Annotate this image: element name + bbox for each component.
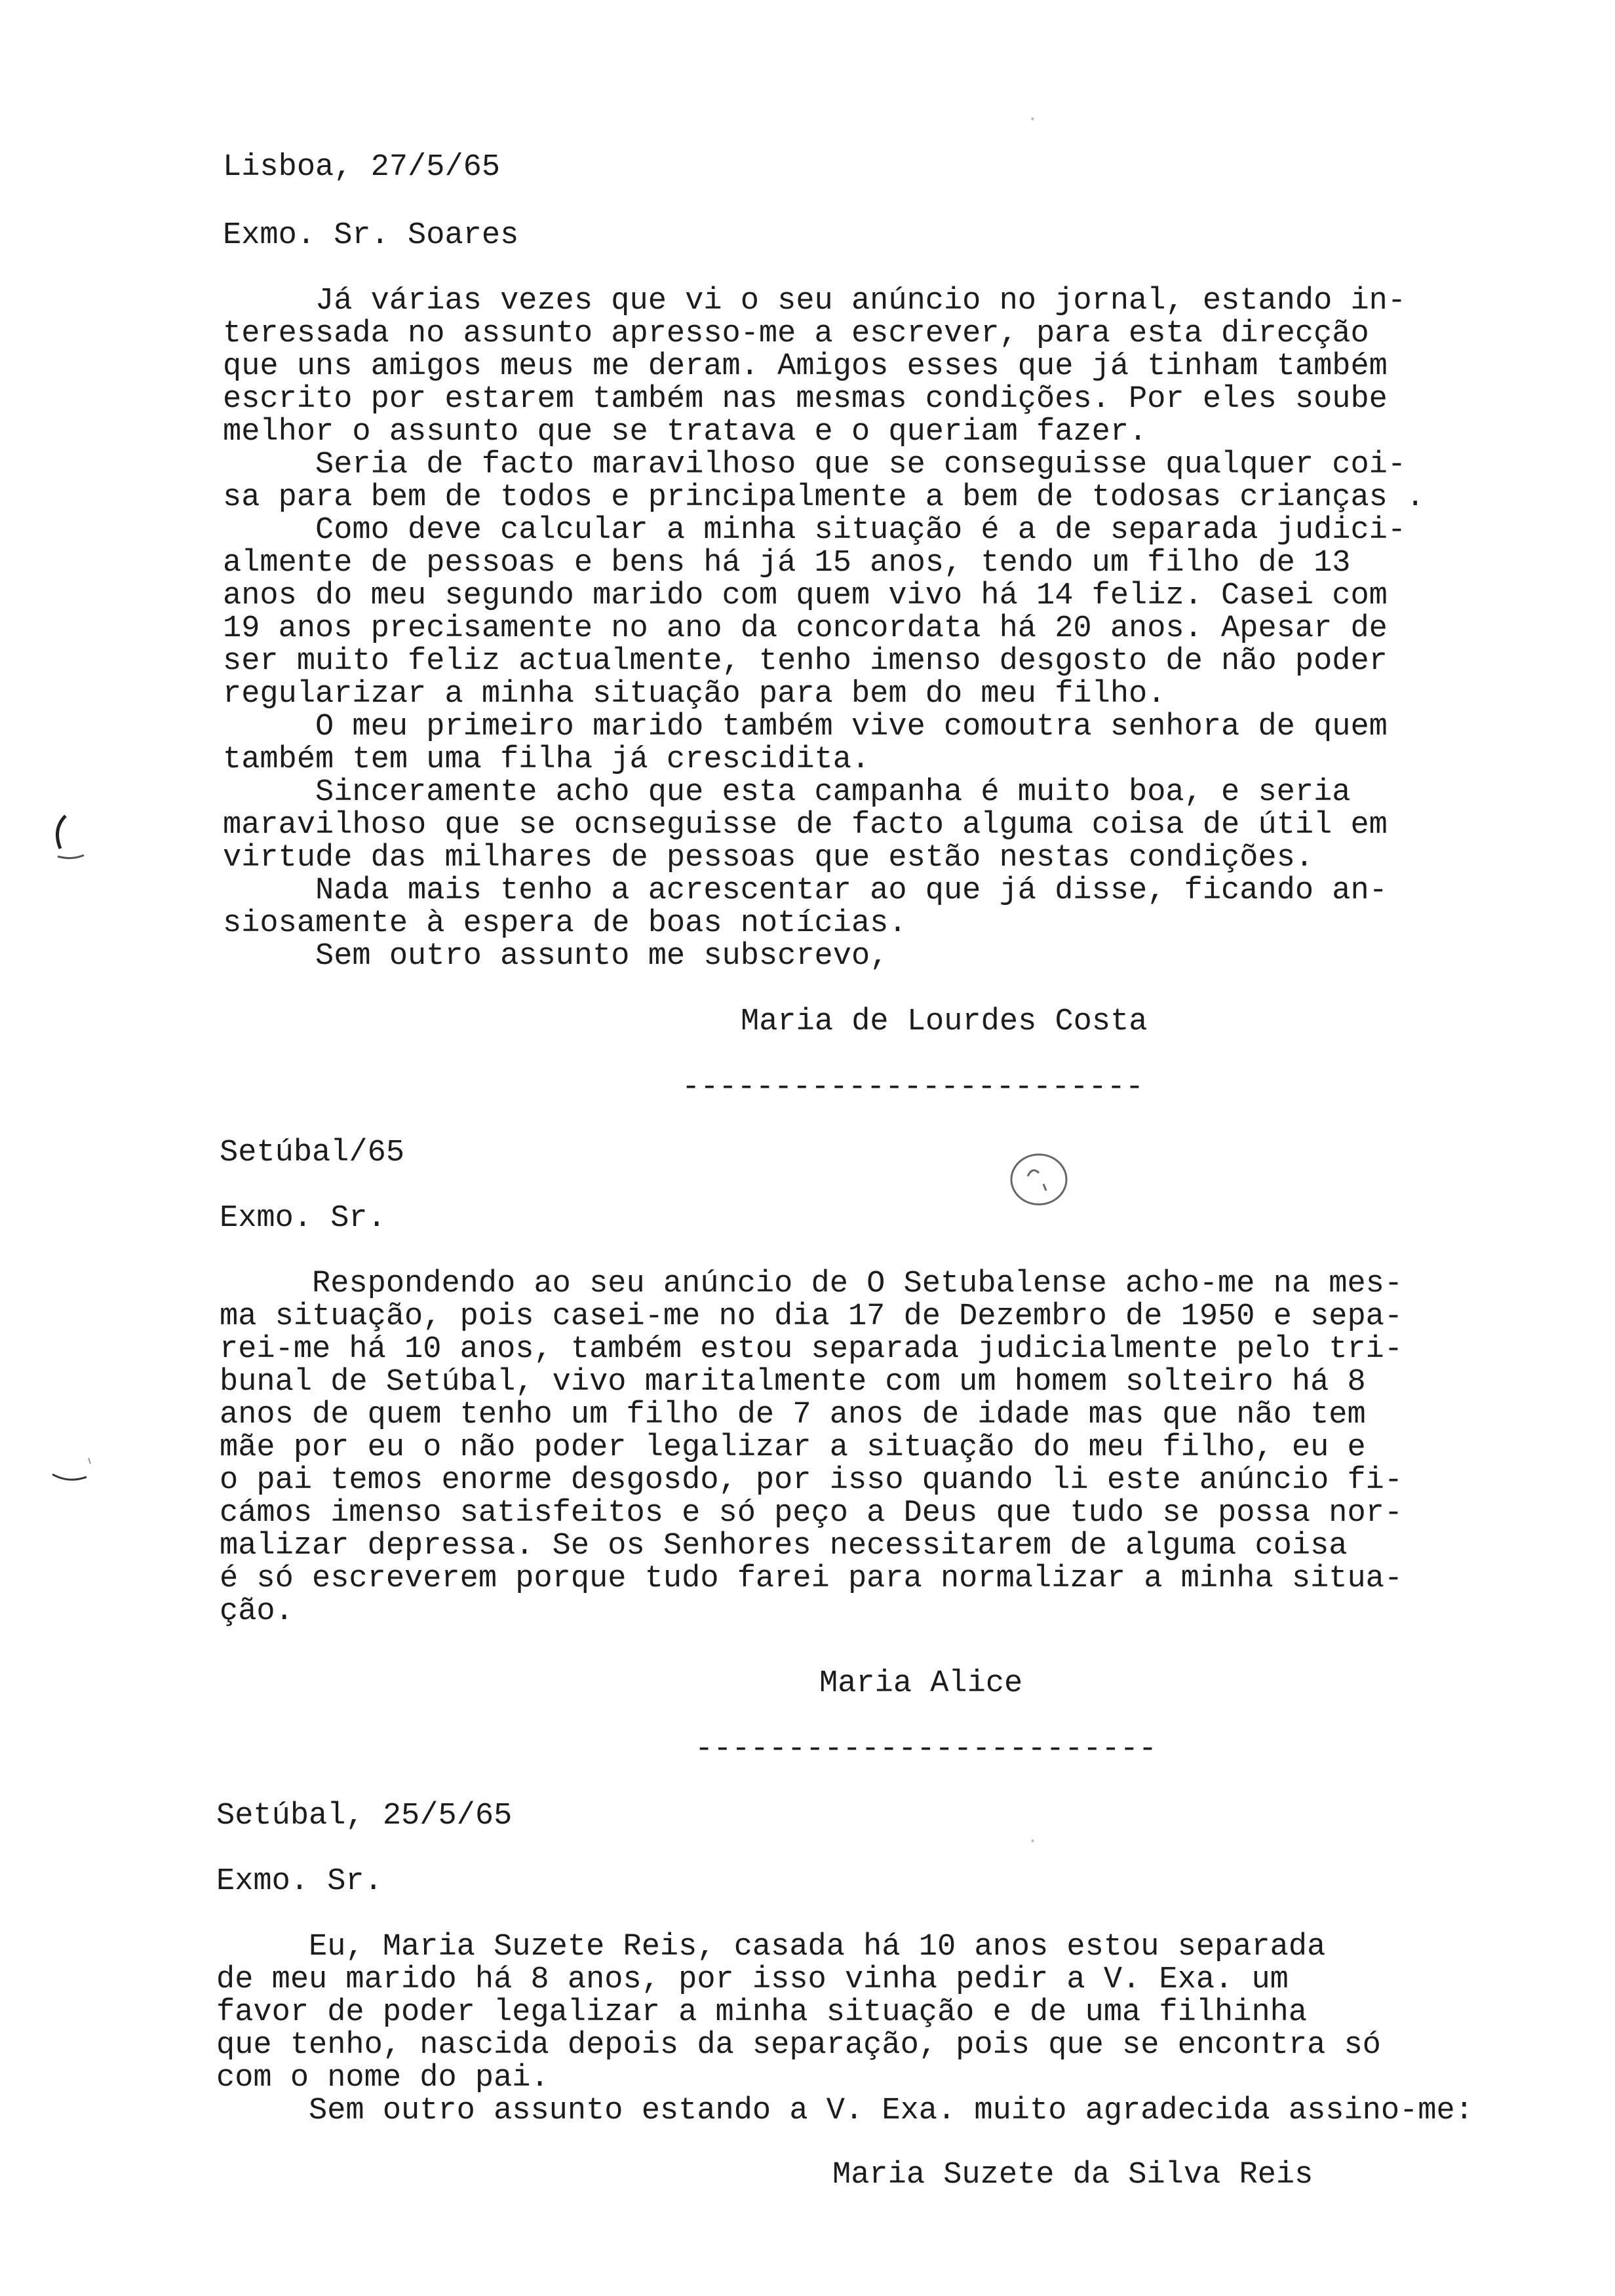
letter3-line: favor de poder legalizar a minha situação e de uma filhinha (216, 1995, 1308, 2030)
scan-speck: · (1029, 106, 1036, 132)
letter2-line: malizar depressa. Se os Senhores necessitarem de alguma coisa (220, 1529, 1348, 1563)
letter1-line: teressada no assunto apresso-me a escrever, para esta direcção (223, 316, 1369, 351)
letter1-line: também tem uma filha já crescidita. (223, 742, 870, 777)
letter2-separator: ------------------------- (695, 1732, 1158, 1767)
circled-pencil-mark (1003, 1143, 1075, 1215)
letter1-line: Já várias vezes que vi o seu anúncio no jornal, estando in- (223, 284, 1407, 318)
letter2-line: mãe por eu o não poder legalizar a situação do meu filho, eu e (220, 1430, 1366, 1465)
letter3-salutation: Exmo. Sr. (216, 1864, 383, 1899)
letter1-line: Como deve calcular a minha situação é a de separada judici- (223, 513, 1407, 548)
letter1-salutation: Exmo. Sr. Soares (223, 218, 519, 253)
letter2-line: Respondendo ao seu anúncio de O Setubalense acho-me na mes- (220, 1267, 1403, 1301)
letter1-line: Sem outro assunto me subscrevo, (223, 939, 889, 974)
letter2-line: cámos imenso satisfeitos e só peço a Deus que tudo se possa nor- (220, 1496, 1403, 1531)
letter1-date: Lisboa, 27/5/65 (223, 150, 501, 185)
letter1-line: maravilhoso que se ocnseguisse de facto alguma coisa de útil em (223, 808, 1388, 843)
letter3-line: que tenho, nascida depois da separação, pois que se encontra só (216, 2028, 1381, 2063)
letter3-date: Setúbal, 25/5/65 (216, 1799, 513, 1833)
scan-speck: · (1029, 1828, 1036, 1854)
letter1-line: almente de pessoas e bens há já 15 anos, tendo um filho de 13 (223, 546, 1351, 581)
letter1-line: melhor o assunto que se tratava e o queriam fazer. (223, 415, 1148, 450)
letter1-signature: Maria de Lourdes Costa (741, 1004, 1148, 1039)
letter3-line: Sem outro assunto estando a V. Exa. muito agradecida assino-me: (216, 2094, 1473, 2128)
letter3-line: de meu marido há 8 anos, por isso vinha pedir a V. Exa. um (216, 1962, 1289, 1997)
letter3-signature: Maria Suzete da Silva Reis (832, 2158, 1313, 2192)
letter3-line: Eu, Maria Suzete Reis, casada há 10 anos estou separada (216, 1930, 1326, 1964)
letter2-signature: Maria Alice (819, 1666, 1023, 1701)
letter3-line: com o nome do pai. (216, 2061, 549, 2095)
letter1-line: ser muito feliz actualmente, tenho imenso desgosto de não poder (223, 644, 1388, 679)
letter1-line: anos do meu segundo marido com quem vivo há 14 feliz. Casei com (223, 579, 1388, 613)
letter1-line: O meu primeiro marido também vive comoutra senhora de quem (223, 710, 1388, 744)
letter2-date: Setúbal/65 (220, 1136, 405, 1170)
letter2-line: ção. (220, 1594, 294, 1629)
letter1-line: siosamente à espera de boas notícias. (223, 906, 907, 941)
letter1-line: sa para bem de todos e principalmente a bem de todosas crianças . (223, 480, 1425, 515)
margin-pencil-mark (46, 809, 92, 862)
letter1-line: Nada mais tenho a acrescentar ao que já disse, ficando an- (223, 873, 1388, 908)
letter1-line: Sinceramente acho que esta campanha é muito boa, e seria (223, 775, 1351, 810)
letter1-line: 19 anos precisamente no ano da concordata há 20 anos. Apesar de (223, 611, 1388, 646)
letter1-separator: ------------------------- (682, 1070, 1144, 1105)
letter2-salutation: Exmo. Sr. (220, 1201, 386, 1236)
letter2-line: rei-me há 10 anos, também estou separada judicialmente pelo tri- (220, 1332, 1403, 1367)
letter1-line: regularizar a minha situação para bem do meu filho. (223, 677, 1166, 712)
letter1-line: escrito por estarem também nas mesmas condições. Por eles soube (223, 382, 1388, 417)
letter2-line: ma situação, pois casei-me no dia 17 de Dezembro de 1950 e sepa- (220, 1299, 1403, 1334)
letter1-line: que uns amigos meus me deram. Amigos esses que já tinham também (223, 349, 1388, 384)
letter2-line: bunal de Setúbal, vivo maritalmente com um homem solteiro há 8 (220, 1365, 1366, 1400)
letter2-line: anos de quem tenho um filho de 7 anos de idade mas que não tem (220, 1398, 1366, 1432)
letter2-line: o pai temos enorme desgosdo, por isso quando li este anúncio fi- (220, 1463, 1403, 1498)
margin-pencil-mark (46, 1455, 98, 1494)
letter1-line: Seria de facto maravilhoso que se conseguisse qualquer coi- (223, 448, 1407, 482)
letter1-line: virtude das milhares de pessoas que estão nestas condições. (223, 841, 1314, 875)
letter2-line: é só escreverem porque tudo farei para normalizar a minha situa- (220, 1561, 1403, 1596)
